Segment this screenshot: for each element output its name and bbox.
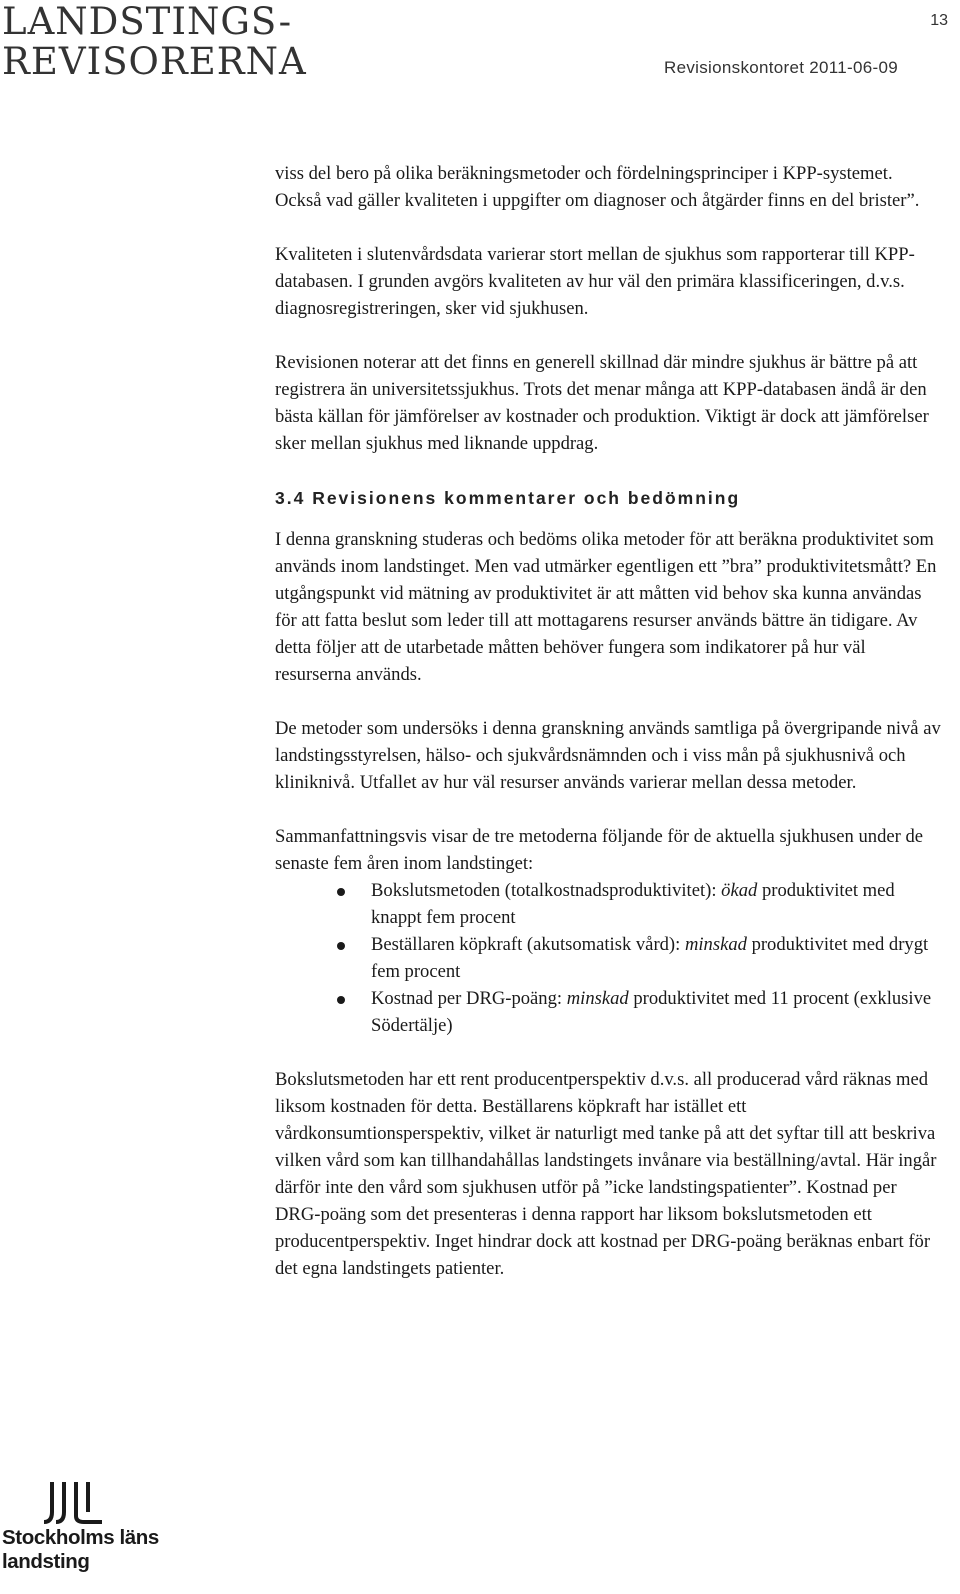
document-body <box>275 160 943 1309</box>
paragraph-4: I denna granskning studeras och bedöms olika metoder för att beräkna produktivitet som används inom landstinget. Men vad utmärker egentligen ett ”bra” produktivitetsmått? En utgångspunkt vid mätning av produktivitet är att måtten vid behov ska kunna användas för att fatta beslut som leder till att mottagarens resurser används bättre än tidigare. Av detta följer att de utarbetade måtten behöver fungera som indikatorer på hur väl resurserna används. <box>275 529 937 685</box>
page-number: 13 <box>930 12 948 29</box>
office-date: Revisionskontoret 2011-06-09 <box>664 58 898 77</box>
list-item: Beställaren köpkraft (akutsomatisk vård): minskad produktivitet med drygt fem procent <box>275 931 943 985</box>
logo-text-2: landsting <box>2 1550 90 1573</box>
result-list <box>275 877 943 1039</box>
paragraph-3: Revisionen noterar att det finns en generell skillnad där mindre sjukhus är bättre på att registrera än universitetssjukhus. Trots det menar många att KPP-databasen ändå är den bästa källan för jämförelser av kostnader och produktion. Viktigt är dock att jämförelser sker mellan sjukhus med liknande uppdrag. <box>275 352 929 454</box>
landstingsrevisorerna-logo <box>2 2 307 82</box>
logo-line-2: REVISORERNA <box>2 40 307 83</box>
logo-line-1: LANDSTINGS- <box>2 0 293 43</box>
section-heading: 3.4 Revisionens kommentarer och bedömning <box>275 488 741 508</box>
paragraph-5: De metoder som undersöks i denna granskning används samtliga på övergripande nivå av landstingsstyrelsen, hälso- och sjukvårdsnämnden och i viss mån på sjukhusnivå och kliniknivå. Utfallet av hur väl resurser används varierar mellan dessa metoder. <box>275 718 941 793</box>
paragraph-2: Kvaliteten i slutenvårdsdata varierar stort mellan de sjukhus som rapporterar till KPP-databasen. I grunden avgörs kvaliteten av hur väl den primära klassificeringen, d.v.s. diagnosregistreringen, sker vid sjukhusen. <box>275 244 915 319</box>
landsting-emblem-icon <box>44 1482 104 1526</box>
list-item: Kostnad per DRG-poäng: minskad produktivitet med 11 procent (exklusive Södertälje) <box>275 985 943 1039</box>
paragraph-1: viss del bero på olika beräkningsmetoder och fördelningsprinciper i KPP-systemet. Också vad gäller kvaliteten i uppgifter om diagnoser och åtgärder finns en del brister”. <box>275 163 920 211</box>
stockholms-lans-landsting-logo <box>0 1478 160 1588</box>
logo-text-1: Stockholms läns <box>2 1526 159 1549</box>
paragraph-7: Bokslutsmetoden har ett rent producentperspektiv d.v.s. all producerad vård räknas med liksom kostnaden för detta. Beställarens köpkraft har istället ett vårdkonsumtionsperspektiv, vilket är naturligt med tanke på att det syftar till att beskriva vilken vård som kan tillhandahållas landstingets invånare via beställning/avtal. Här ingår därför inte den vård som sjukhusen utför på ”icke landstingspatienter”. Kostnad per DRG-poäng som det presenteras i denna rapport har liksom bokslutsmetoden ett producentperspektiv. Inget hindrar dock att kostnad per DRG-poäng beräknas enbart för det egna landstingets patienter. <box>275 1069 937 1279</box>
paragraph-6: Sammanfattningsvis visar de tre metoderna följande för de aktuella sjukhusen under de senaste fem åren inom landstinget: <box>275 826 924 874</box>
list-item: Bokslutsmetoden (totalkostnadsproduktivitet): ökad produktivitet med knappt fem procent <box>275 877 943 931</box>
